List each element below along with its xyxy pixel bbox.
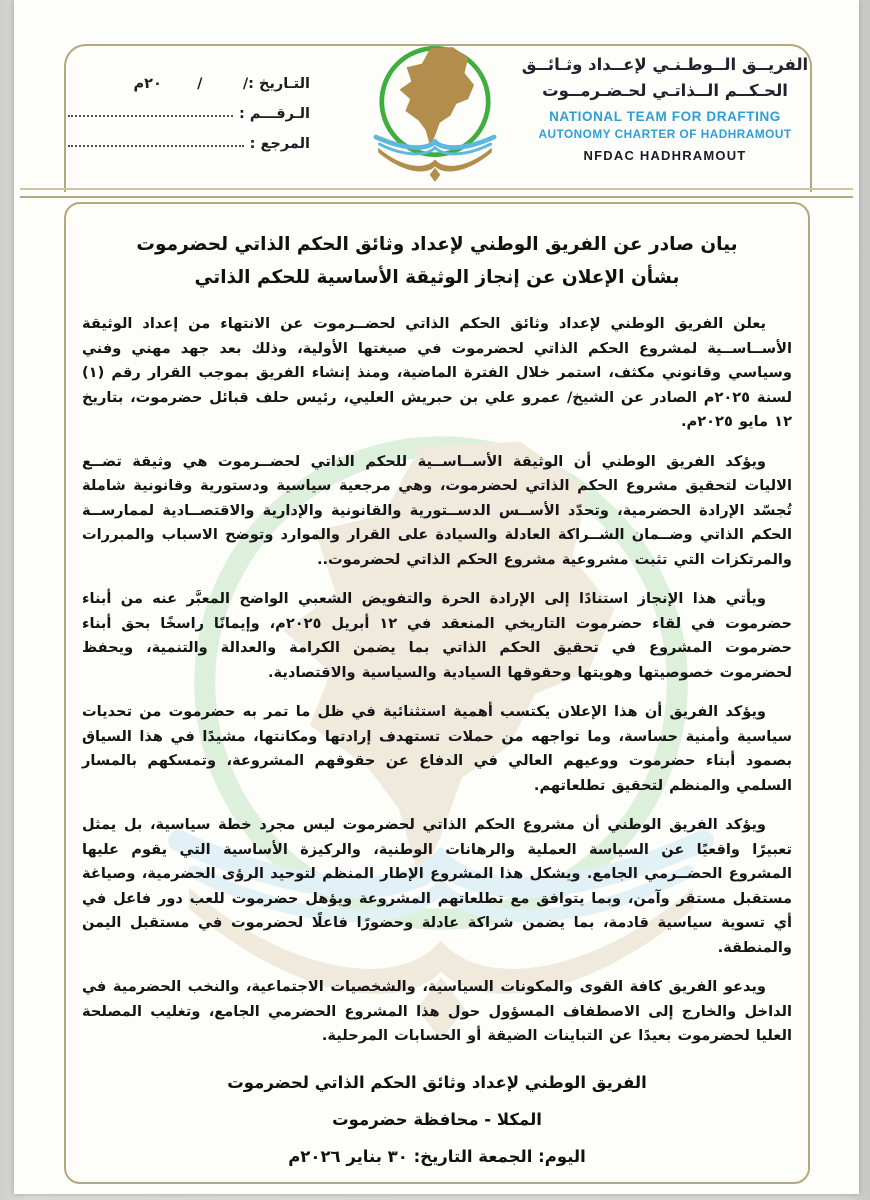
number-field [66, 92, 310, 122]
paragraph-3: ويأتي هذا الإنجاز استنادًا إلى الإرادة الحرة والتفويض الشعبي الواضح المعبَّر عنه من أبناء حضرموت في لقاء حضرموت التاريخي المنعقد في ١٢ أبريل ٢٠٢٥م، وإيمانًا راسخًا بحق أبناء حضرموت المشروع في تحقيق الحكم الذاتي بما يضمن الكرامة والعدالة والتنمية، ويحفظ لحضرموت خصوصيتها وهويتها وحقوقها السيادية والسياسية والاقتصادية. [82, 590, 793, 681]
org-name-arabic-line1: الفريــق الــوطـنـي لإعــداد وثـائــق [521, 55, 809, 74]
paragraph-1: يعلن الفريق الوطني لإعداد وثائق الحكم الذاتي لحضــرموت عن الانتهاء من إعداد الوثيقة الأســاســية لمشروع الحكم الذاتي لحضرموت في صيغتها الأولية، وذلك بعد جهد مهني وفني وسياسي وقانوني مكثف، استمر خلال الفترة الماضية، ومنذ إنشاء الفريق بموجب القرار رقم (١) لسنة ٢٠٢٥م الصادر عن الشيخ/ عمرو علي بن حبريش العليي، رئيس حلف قبائل حضرموت، بتاريخ ١٢ مايو ٢٠٢٥م. [82, 315, 792, 430]
org-name-english-line1: NATIONAL TEAM FOR DRAFTING [549, 109, 781, 124]
date-value: / / ٢٠م [133, 76, 249, 92]
document-page [14, 0, 859, 1194]
statement-frame [64, 202, 810, 1184]
statement-title-line2: بشأن الإعلان عن إنجاز الوثيقة الأساسية للحكم الذاتي [194, 267, 680, 288]
org-abbreviation: NFDAC HADHRAMOUT [583, 148, 747, 163]
signature-block [82, 1064, 792, 1175]
number-blank-line [68, 115, 233, 117]
header-separator-line-2 [20, 196, 853, 198]
statement-title [88, 228, 786, 294]
org-name-block [514, 52, 816, 163]
org-name-english-line2: AUTONOMY CHARTER OF HADHRAMOUT [538, 127, 792, 141]
org-logo-icon [364, 40, 506, 189]
signature-location: المكلا - محافظة حضرموت [332, 1109, 542, 1129]
reference-label: المرجع : [249, 136, 310, 152]
paragraph-5: ويؤكد الفريق الوطني أن مشروع الحكم الذاتي لحضرموت ليس مجرد خطة سياسية، بل يمثل تعبيرًا واقعيًا عن السياسة العملية والرهانات الوطنية، والركيزة الأساسية التي يقوم عليها المشروع الحضــرمي الجامع. ويشكل هذا المشروع الإطار المنظم لتوحيد الرؤى الحضرمية، وصياغة مستقبل مستقر وآمن، وبما يتوافق مع تطلعاتهم المشروعة ويؤهل حضرموت للعب دور فاعل في أي تسوية سياسية قادمة، بما يضمن شراكة عادلة وحضورًا فاعلًا لحضرموت في مستقبل اليمن والمنطقة. [82, 816, 792, 956]
number-label: الـرقـــم : [239, 106, 310, 122]
letterhead-fields [66, 62, 310, 152]
statement-title-line1: بيان صادر عن الفريق الوطني لإعداد وثائق الحكم الذاتي لحضرموت [136, 234, 738, 255]
paragraph-2: ويؤكد الفريق الوطني أن الوثيقة الأســاســية للحكم الذاتي لحضــرموت هي وثيقة تضــع الاليات لتحقيق مشروع الحكم الذاتي لحضرموت، وهي مرجعية سياسية ودستورية وقانونية شاملة تُجسّد الإرادة الحضرمية، وتحدّد الأســس الدســتورية والقانونية والإدارية والاقتصــادية لممارســة الحكم الذاتي وضــمان الشــراكة العادلة والسيادة على القرار والموارد وتوضح الاسباب والمبررات والمرتكزات التي تثبت مشروعية مشروع الحكم الذاتي لحضرموت.. [82, 452, 792, 568]
paragraph-6: ويدعو الفريق كافة القوى والمكونات السياسية، والشخصيات الاجتماعية، والنخب الحضرمية في الداخل والخارج إلى الاصطفاف المسؤول حول هذا المشروع الحضرمي الجامع، وتغليب المصلحة العليا لحضرموت بعيدًا عن التباينات الضيقة أو الحسابات المرحلية. [82, 978, 792, 1044]
signature-org-name: الفريق الوطني لإعداد وثائق الحكم الذاتي لحضرموت [227, 1072, 647, 1092]
header-separator-line-1 [20, 188, 853, 190]
reference-field [66, 122, 310, 152]
date-field [66, 62, 310, 92]
org-name-arabic-line2: الحـكــم الــذاتـي لحـضـرمــوت [542, 81, 788, 100]
signature-date: اليوم: الجمعة التاريخ: ٣٠ بناير ٢٠٢٦م [288, 1146, 586, 1166]
paragraph-4: ويؤكد الفريق أن هذا الإعلان يكتسب أهمية استثنائية في ظل ما تمر به حضرموت من تحديات سياسية وأمنية حساسة، وما تواجهه من حملات تستهدف إرادتها ومكانتها، مشيدًا في هذا السياق بصمود أبناء حضرموت ووعيهم العالي في الدفاع عن حقوقهم المشروعة، وتمسكهم بالمسار السلمي والمنظم لتحقيق تطلعاتهم. [82, 703, 792, 794]
reference-blank-line [68, 145, 244, 147]
date-label: التـاريخ : [248, 76, 310, 92]
statement-body [82, 312, 792, 1049]
